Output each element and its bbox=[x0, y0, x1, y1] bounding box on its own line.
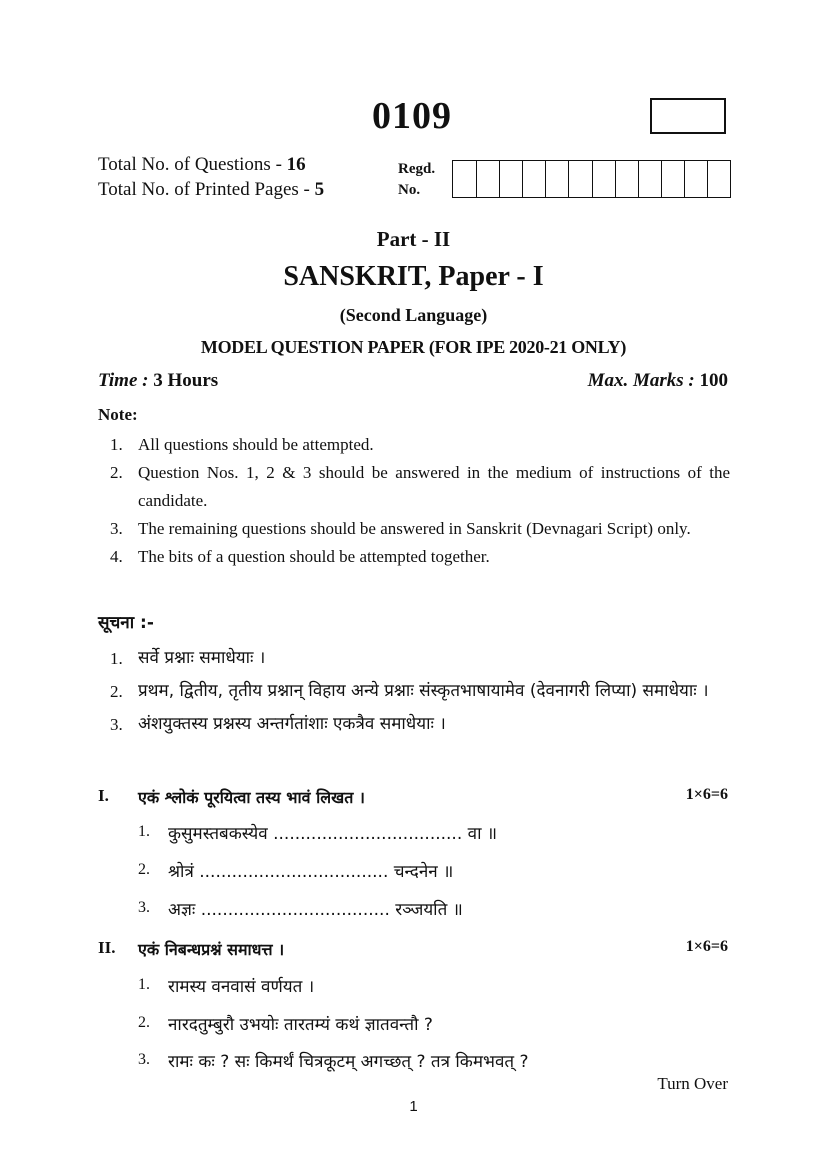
total-questions-value: 16 bbox=[286, 154, 306, 175]
sub-question bbox=[138, 1049, 529, 1072]
suchana-list bbox=[110, 642, 730, 741]
sub-question-text: श्रोत्रं ................................... चन्दनेन ॥ bbox=[168, 862, 454, 882]
sub-question-number: 3. bbox=[138, 1051, 150, 1068]
regd-box[interactable] bbox=[476, 161, 499, 197]
note-item bbox=[110, 431, 730, 459]
question-counts bbox=[98, 152, 324, 202]
note-number: 4. bbox=[110, 547, 123, 566]
total-pages-value: 5 bbox=[314, 179, 325, 200]
suchana-number: 3. bbox=[110, 715, 123, 734]
regd-box[interactable] bbox=[568, 161, 591, 197]
regd-box[interactable] bbox=[684, 161, 707, 197]
note-text: Question Nos. 1, 2 & 3 should be answered in the medium of instructions of the candidate. bbox=[138, 463, 730, 510]
suchana-text: सर्वे प्रश्नाः समाधेयाः । bbox=[138, 648, 266, 668]
model-paper-title: MODEL QUESTION PAPER (FOR IPE 2020-21 ONLY) bbox=[200, 337, 627, 357]
question-heading bbox=[98, 786, 728, 808]
note-text: All questions should be attempted. bbox=[138, 435, 374, 454]
total-pages-label: Total No. of Printed Pages - bbox=[98, 179, 310, 200]
suchana-text: प्रथम, द्वितीय, तृतीय प्रश्नान् विहाय अन्ये प्रश्नाः संस्कृतभाषायामेव (देवनागरी लिप्या) समाधेयाः । bbox=[138, 681, 709, 701]
note-item bbox=[110, 515, 730, 543]
sub-question-text: रामः कः ? सः किमर्थं चित्रकूटम् अगच्छत् ? तत्र किमभवत् ? bbox=[168, 1052, 529, 1072]
regd-box[interactable] bbox=[592, 161, 615, 197]
sub-question-number: 1. bbox=[138, 976, 150, 993]
subject-title: SANSKRIT, Paper - I bbox=[283, 261, 544, 292]
sub-question bbox=[138, 897, 463, 920]
sub-question-text: कुसुमस्तबकस्येव ................................... वा ॥ bbox=[168, 824, 498, 844]
sub-question bbox=[138, 859, 453, 882]
note-number: 3. bbox=[110, 519, 123, 538]
sub-question-text: रामस्य वनवासं वर्णयत । bbox=[168, 977, 315, 997]
note-number: 2. bbox=[110, 463, 123, 482]
question-text: एकं निबन्धप्रश्नं समाधत्त । bbox=[138, 940, 285, 959]
regd-box[interactable] bbox=[707, 161, 730, 197]
question-marks: 1×6=6 bbox=[685, 786, 728, 803]
suchana-number: 1. bbox=[110, 649, 123, 668]
question-number: I. bbox=[98, 786, 109, 805]
note-text: The bits of a question should be attempted together. bbox=[138, 547, 490, 566]
suchana-number: 2. bbox=[110, 682, 123, 701]
question-text: एकं श्लोकं पूरयित्वा तस्य भावं लिखत । bbox=[138, 788, 365, 807]
sub-question-text: अज्ञः ................................... रञ्जयति ॥ bbox=[168, 900, 463, 920]
question-heading bbox=[98, 938, 728, 960]
note-list bbox=[110, 431, 730, 571]
language-subtitle: (Second Language) bbox=[339, 305, 488, 325]
suchana-heading: सूचना :- bbox=[98, 613, 154, 633]
sub-question bbox=[138, 1012, 433, 1035]
time-label: Time : bbox=[98, 370, 149, 391]
question-marks: 1×6=6 bbox=[685, 938, 728, 955]
note-heading: Note: bbox=[98, 405, 138, 424]
sub-question-number: 2. bbox=[138, 1014, 150, 1031]
suchana-item bbox=[110, 642, 730, 675]
marks-value: 100 bbox=[699, 370, 728, 391]
regd-box[interactable] bbox=[453, 161, 476, 197]
sub-question bbox=[138, 821, 497, 844]
time-value: 3 Hours bbox=[153, 370, 219, 391]
regd-box[interactable] bbox=[615, 161, 638, 197]
total-questions-label: Total No. of Questions - bbox=[98, 154, 282, 175]
regd-label bbox=[398, 159, 435, 201]
marks-label: Max. Marks : bbox=[587, 370, 695, 391]
sub-question-number: 2. bbox=[138, 861, 150, 878]
marks-info bbox=[588, 370, 728, 392]
regd-label-line1: Regd. bbox=[398, 161, 436, 177]
paper-code: 0109 bbox=[372, 95, 452, 137]
regd-box[interactable] bbox=[638, 161, 661, 197]
question-number: II. bbox=[98, 938, 116, 957]
note-item bbox=[110, 543, 730, 571]
time-info bbox=[98, 370, 218, 392]
turn-over-label: Turn Over bbox=[657, 1074, 728, 1093]
suchana-text: अंशयुक्तस्य प्रश्नस्य अन्तर्गतांशाः एकत्रैव समाधेयाः । bbox=[138, 714, 446, 734]
sub-question-text: नारदतुम्बुरौ उभयोः तारतम्यं कथं ज्ञातवन्तौ ? bbox=[168, 1015, 433, 1035]
regd-label-line2: No. bbox=[398, 182, 421, 198]
regd-box[interactable] bbox=[545, 161, 568, 197]
part-heading: Part - II bbox=[376, 227, 451, 251]
note-number: 1. bbox=[110, 435, 123, 454]
page-number: 1 bbox=[409, 1098, 418, 1115]
regd-box[interactable] bbox=[661, 161, 684, 197]
regd-box[interactable] bbox=[522, 161, 545, 197]
sub-question-number: 1. bbox=[138, 823, 150, 840]
note-text: The remaining questions should be answered in Sanskrit (Devnagari Script) only. bbox=[138, 519, 691, 538]
suchana-item bbox=[110, 675, 730, 708]
sub-question-number: 3. bbox=[138, 899, 150, 916]
note-item bbox=[110, 459, 730, 515]
suchana-item bbox=[110, 708, 730, 741]
code-box bbox=[650, 98, 726, 134]
regd-box[interactable] bbox=[499, 161, 522, 197]
sub-question bbox=[138, 974, 314, 997]
regd-number-boxes[interactable] bbox=[452, 160, 731, 198]
